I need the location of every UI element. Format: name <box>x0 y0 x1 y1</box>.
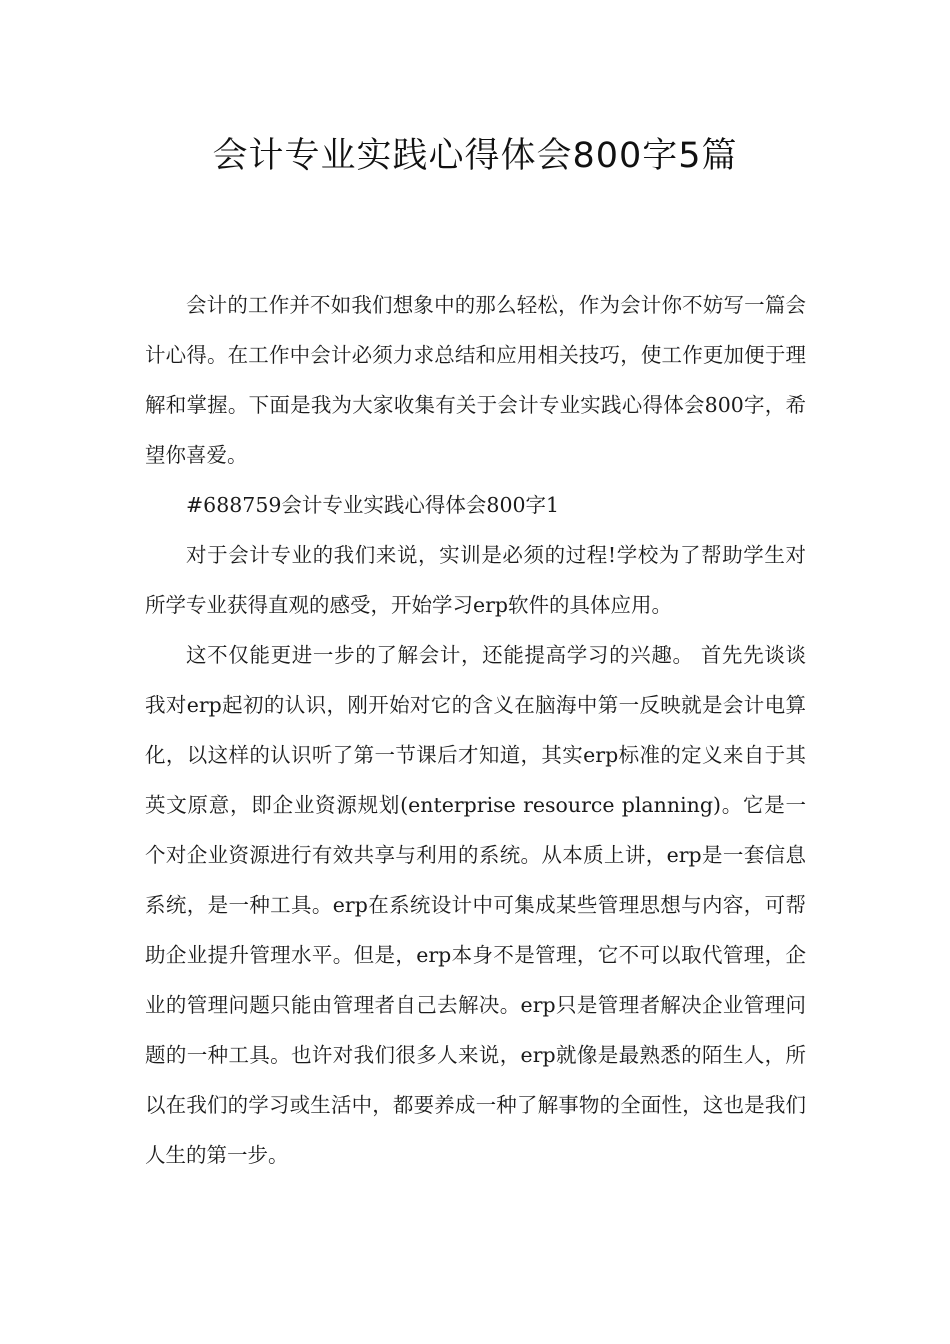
intro-paragraph: 会计的工作并不如我们想象中的那么轻松，作为会计你不妨写一篇会计心得。在工作中会计必须力求总结和应用相关技巧，使工作更加便于理解和掌握。下面是我为大家收集有关于会计专业实践心得体会800字，希望你喜爱。 <box>145 293 806 467</box>
section-heading: #688759会计专业实践心得体会800字1 <box>186 493 560 517</box>
document-title: 会计专业实践心得体会800字5篇 <box>212 136 738 176</box>
body-paragraph: 这不仅能更进一步的了解会计，还能提高学习的兴趣。 首先先谈谈我对erp起初的认识，刚开始对它的含义在脑海中第一反映就是会计电算化，以这样的认识听了第一节课后才知道，其实erp标准的定义来自于其英文原意，即企业资源规划(enterprise resource planning)。它是一个对企业资源进行有效共享与利用的系统。从本质上讲，erp是一套信息系统，是一种工具。erp在系统设计中可集成某些管理思想与内容，可帮助企业提升管理水平。但是，erp本身不是管理，它不可以取代管理，企业的管理问题只能由管理者自己去解决。erp只是管理者解决企业管理问题的一种工具。也许对我们很多人来说，erp就像是最熟悉的陌生人，所以在我们的学习或生活中，都要养成一种了解事物的全面性，这也是我们人生的第一步。 <box>145 643 806 1167</box>
body-paragraph: 对于会计专业的我们来说，实训是必须的过程!学校为了帮助学生对所学专业获得直观的感受，开始学习erp软件的具体应用。 <box>145 543 806 617</box>
document-body <box>145 280 806 1180</box>
